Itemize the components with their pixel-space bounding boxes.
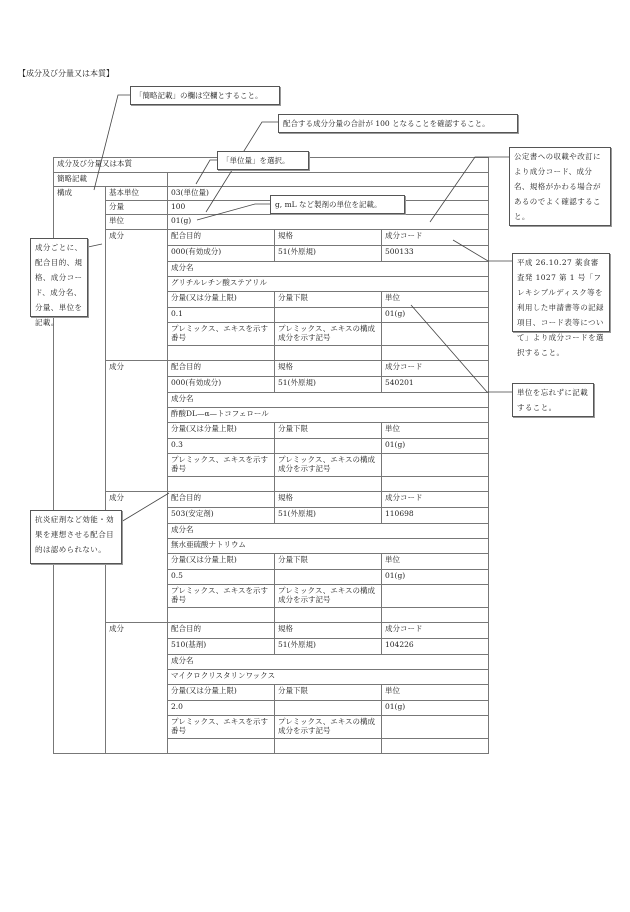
- summary-field[interactable]: [168, 173, 489, 187]
- note-summary-blank: 「簡略記載」の欄は空欄とすること。: [130, 86, 280, 105]
- purpose-field[interactable]: 510(基剤): [168, 639, 275, 655]
- amount-lower-label: 分量下限: [275, 685, 382, 701]
- purpose-label: 配合目的: [168, 361, 275, 377]
- empty-cell: [382, 608, 489, 623]
- purpose-field[interactable]: 503(安定剤): [168, 508, 275, 524]
- unit-label: 単位: [382, 423, 489, 439]
- ingredients-form-table: [53, 157, 489, 754]
- note-notice: 平成 26.10.27 薬食審査発 1027 第 1 号「フレキシブルディスク等を利用した申請書等の記録項目、コード表等について」より成分コードを選択すること。: [512, 253, 610, 332]
- base-unit-label: 基本単位: [106, 187, 168, 201]
- code-label: 成分コード: [382, 230, 489, 246]
- purpose-field[interactable]: 000(有効成分): [168, 377, 275, 393]
- amount-field[interactable]: 0.1: [168, 308, 275, 323]
- purpose-field[interactable]: 000(有効成分): [168, 246, 275, 262]
- name-label: 成分名: [168, 655, 489, 670]
- premix-symbol-label: プレミックス、エキスの構成成分を示す記号: [275, 454, 382, 477]
- empty-cell: [382, 739, 489, 754]
- note-total-100: 配合する成分分量の合計が 100 となることを確認すること。: [278, 114, 518, 133]
- premix-number-field[interactable]: [168, 477, 275, 492]
- premix-symbol-field[interactable]: [275, 739, 382, 754]
- premix-number-label: プレミックス、エキスを示す番号: [168, 585, 275, 608]
- empty-cell: [382, 716, 489, 739]
- base-unit-field[interactable]: 03(単位量): [168, 187, 489, 201]
- table-header: 成分及び分量又は本質: [54, 158, 489, 173]
- premix-number-field[interactable]: [168, 346, 275, 361]
- code-field[interactable]: 540201: [382, 377, 489, 393]
- unit-field[interactable]: 01(g): [382, 570, 489, 585]
- amount-field[interactable]: 0.3: [168, 439, 275, 454]
- standard-label: 規格: [275, 230, 382, 246]
- amount-lower-field[interactable]: [275, 439, 382, 454]
- unit-label: 単位: [106, 215, 168, 230]
- amount-field[interactable]: 0.5: [168, 570, 275, 585]
- premix-symbol-field[interactable]: [275, 608, 382, 623]
- name-field[interactable]: グリチルレチン酸ステアリル: [168, 277, 489, 292]
- amount-label: 分量(又は分量上限): [168, 685, 275, 701]
- code-field[interactable]: 110698: [382, 508, 489, 524]
- standard-field[interactable]: 51(外原規): [275, 246, 382, 262]
- premix-number-label: プレミックス、エキスを示す番号: [168, 716, 275, 739]
- standard-field[interactable]: 51(外原規): [275, 508, 382, 524]
- ingredient-row: [54, 230, 489, 246]
- unit-label: 単位: [382, 292, 489, 308]
- name-label: 成分名: [168, 262, 489, 277]
- ingredient-row: [54, 361, 489, 377]
- premix-symbol-field[interactable]: [275, 346, 382, 361]
- amount-lower-label: 分量下限: [275, 423, 382, 439]
- amount-label: 分量(又は分量上限): [168, 292, 275, 308]
- premix-symbol-label: プレミックス、エキスの構成成分を示す記号: [275, 323, 382, 346]
- purpose-label: 配合目的: [168, 230, 275, 246]
- code-label: 成分コード: [382, 361, 489, 377]
- empty-cell: [382, 323, 489, 346]
- premix-symbol-field[interactable]: [275, 477, 382, 492]
- ingredient-section-label: 成分: [106, 492, 168, 623]
- unit-label: 単位: [382, 554, 489, 570]
- note-compendium: 公定書への収載や改訂により成分コード、成分名、規格がかわる場合があるのでよく確認すること。: [509, 147, 611, 226]
- standard-field[interactable]: 51(外原規): [275, 377, 382, 393]
- unit-label: 単位: [382, 685, 489, 701]
- premix-symbol-label: プレミックス、エキスの構成成分を示す記号: [275, 716, 382, 739]
- name-field[interactable]: 酢酸DL—α—トコフェロール: [168, 408, 489, 423]
- standard-label: 規格: [275, 492, 382, 508]
- note-per-ingredient: 成分ごとに、配合目的、規格、成分コード、成分名、分量、単位を記載。: [30, 238, 88, 317]
- standard-label: 規格: [275, 623, 382, 639]
- premix-number-field[interactable]: [168, 739, 275, 754]
- code-label: 成分コード: [382, 623, 489, 639]
- amount-lower-label: 分量下限: [275, 292, 382, 308]
- amount-lower-label: 分量下限: [275, 554, 382, 570]
- note-select-unit-quantity: 「単位量」を選択。: [217, 151, 309, 170]
- summary-label: 簡略記載: [54, 173, 168, 187]
- code-field[interactable]: 104226: [382, 639, 489, 655]
- empty-cell: [382, 477, 489, 492]
- empty-cell: [382, 454, 489, 477]
- amount-lower-field[interactable]: [275, 308, 382, 323]
- premix-symbol-label: プレミックス、エキスの構成成分を示す記号: [275, 585, 382, 608]
- section-title: 【成分及び分量又は本質】: [18, 69, 114, 78]
- unit-field[interactable]: 01(g): [382, 308, 489, 323]
- ingredient-row: [54, 492, 489, 508]
- unit-field[interactable]: 01(g): [382, 701, 489, 716]
- name-label: 成分名: [168, 524, 489, 539]
- quantity-label: 分量: [106, 201, 168, 215]
- premix-number-label: プレミックス、エキスを示す番号: [168, 454, 275, 477]
- ingredient-section-label: 成分: [106, 361, 168, 492]
- ingredient-section-label: 成分: [106, 623, 168, 754]
- note-purpose-restriction: 抗炎症剤など効能・効果を連想させる配合目的は認められない。: [30, 510, 122, 564]
- ingredient-section-label: 成分: [106, 230, 168, 361]
- premix-number-label: プレミックス、エキスを示す番号: [168, 323, 275, 346]
- empty-cell: [382, 346, 489, 361]
- quantity-field[interactable]: 100: [168, 201, 489, 215]
- purpose-label: 配合目的: [168, 492, 275, 508]
- note-unit-description: g, mL など製剤の単位を記載。: [270, 195, 405, 214]
- premix-number-field[interactable]: [168, 608, 275, 623]
- empty-cell: [382, 585, 489, 608]
- amount-label: 分量(又は分量上限): [168, 554, 275, 570]
- note-unit-reminder: 単位を忘れずに記載すること。: [512, 383, 594, 417]
- name-field[interactable]: 無水亜硫酸ナトリウム: [168, 539, 489, 554]
- composition-label: 構成: [54, 187, 106, 754]
- amount-field[interactable]: 2.0: [168, 701, 275, 716]
- unit-field[interactable]: 01(g): [168, 215, 489, 230]
- amount-label: 分量(又は分量上限): [168, 423, 275, 439]
- unit-field[interactable]: 01(g): [382, 439, 489, 454]
- standard-field[interactable]: 51(外原規): [275, 639, 382, 655]
- amount-lower-field[interactable]: [275, 701, 382, 716]
- code-label: 成分コード: [382, 492, 489, 508]
- name-field[interactable]: マイクロクリスタリンワックス: [168, 670, 489, 685]
- name-label: 成分名: [168, 393, 489, 408]
- amount-lower-field[interactable]: [275, 570, 382, 585]
- ingredient-row: [54, 623, 489, 639]
- purpose-label: 配合目的: [168, 623, 275, 639]
- standard-label: 規格: [275, 361, 382, 377]
- code-field[interactable]: 500133: [382, 246, 489, 262]
